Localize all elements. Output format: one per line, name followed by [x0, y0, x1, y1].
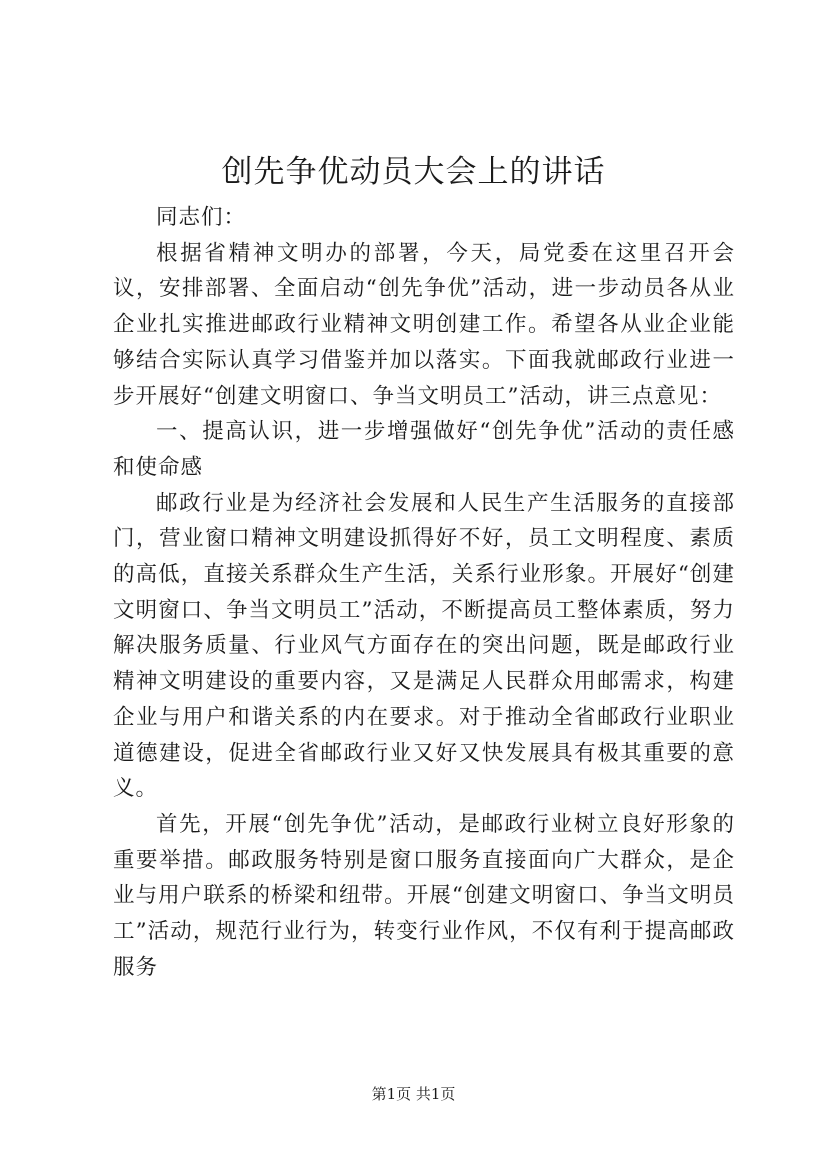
salutation: 同志们：	[156, 205, 247, 230]
document-body	[113, 200, 735, 985]
document-title: 创先争优动员大会上的讲话	[221, 154, 606, 190]
section-heading-1: 一、提高认识，进一步增强做好“创先争优”活动的责任感和使命感	[113, 419, 735, 480]
paragraph-first-point: 首先，开展“创先争优”活动，是邮政行业树立良好形象的重要举措。邮政服务特别是窗口服务直接面向广大群众，是企业与用户联系的桥梁和纽带。开展“创建文明窗口、争当文明员工”活动，规范行业行为，转变行业作风，不仅有利于提高邮政服务	[113, 811, 735, 980]
paragraph-intro: 根据省精神文明办的部署，今天，局党委在这里召开会议，安排部署、全面启动“创先争优”活动，进一步动员各从业企业扎实推进邮政行业精神文明创建工作。希望各从业企业能够结合实际认真学习借鉴并加以落实。下面我就邮政行业进一步开展好“创建文明窗口、争当文明员工”活动，讲三点意见：	[113, 240, 735, 409]
paragraph-significance: 邮政行业是为经济社会发展和人民生产生活服务的直接部门，营业窗口精神文明建设抓得好不好，员工文明程度、素质的高低，直接关系群众生产生活，关系行业形象。开展好“创建文明窗口、争当文明员工”活动，不断提高员工整体素质，努力解决服务质量、行业风气方面存在的突出问题，既是邮政行业精神文明建设的重要内容，又是满足人民群众用邮需求，构建企业与用户和谐关系的内在要求。对于推动全省邮政行业职业道德建设，促进全省邮政行业又好又快发展具有极其重要的意义。	[113, 490, 735, 802]
page-number-footer: 第1页 共1页	[371, 1085, 456, 1103]
